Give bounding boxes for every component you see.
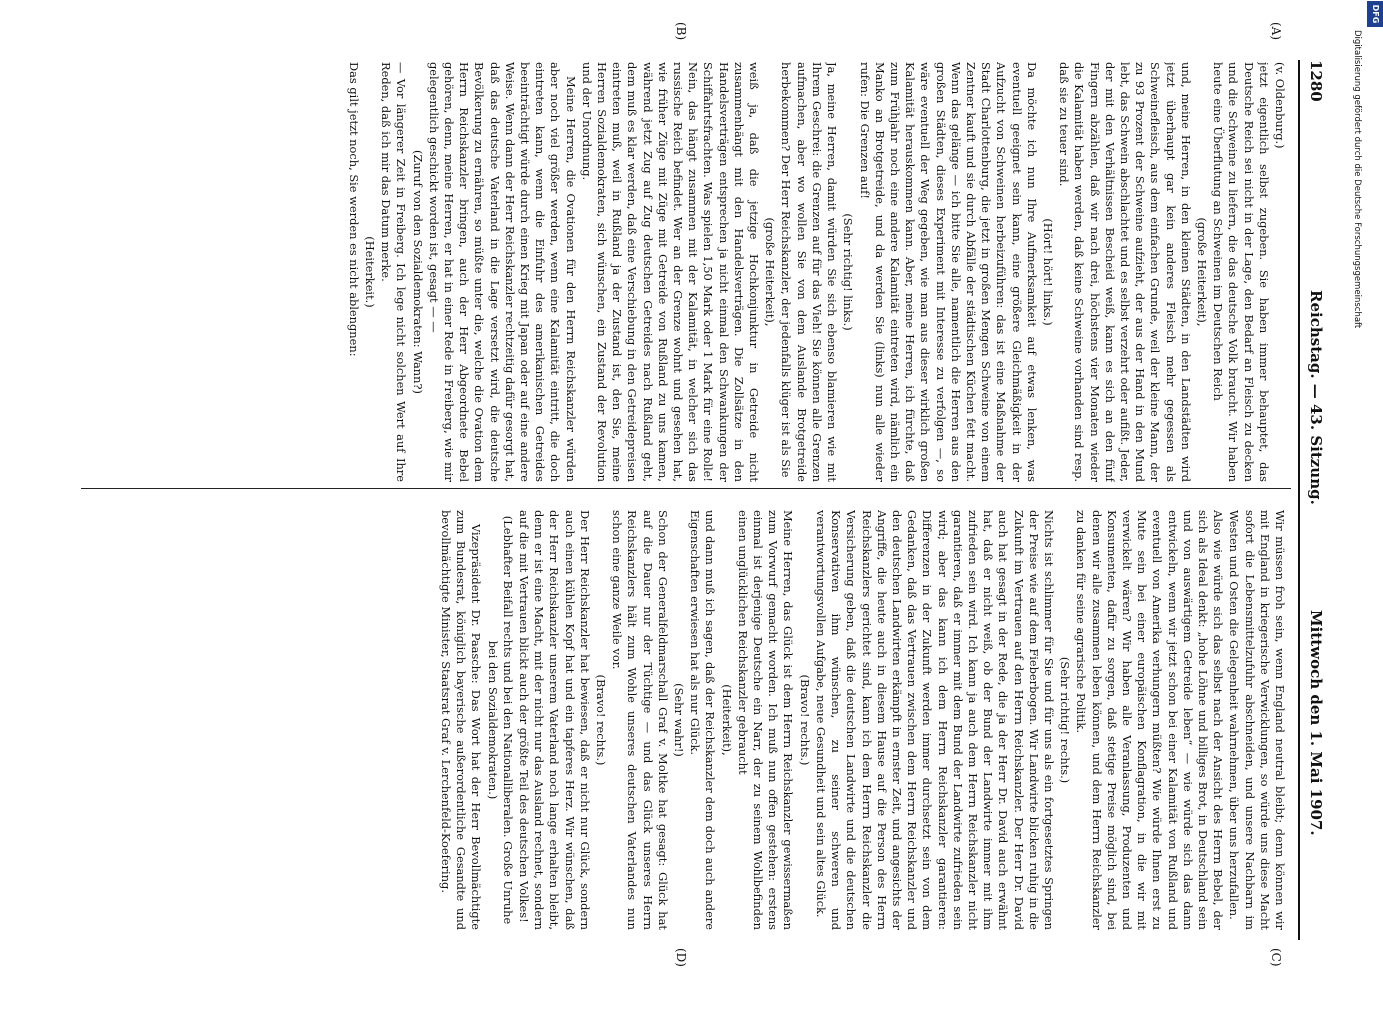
header-title-left: Reichstag. — 43. Sitzung. — [1307, 290, 1325, 505]
paragraph: Also wie würde sich das selbst nach der Ansicht des Herrn Bebel, der sich als Ideal denkt: „hohe Löhne und billiges Brot, in Deutschland sein und von auswärtigem Getreide leben“ — wie würde sich das dann entwickeln, wenn wir jetzt schon bei einer Kalamität von Rußland und eventuell von Amerika verhungern müßten? Wie würde Ihnen erst zu Mute sein bei einer europäischen Konflagration, in die wir mit verwickelt wären? Wir haben alle Veranlassung, Produzenten und Konsumenten, dafür zu sorgen, daß stetige Preise möglich sind, bei denen wir alle zusammen leben können, und dem Herrn Reichskanzler zu danken für seine agrarische Politik. — [1074, 510, 1226, 930]
margin-mark-d: (D) — [674, 948, 688, 967]
paragraph: (Sehr richtig! rechts.) — [1058, 656, 1073, 784]
paragraph: weiß ja, daß die jetzige Hochkonjunktur in Getreide nicht zusammenhängt mit den Handelsverträgen. Die Zollsätze in den Handelsverträgen entsprechen ja nicht einmal den Schwankungen der Schiffahrtsfrachten. Was spielen 1,50 Mark oder 1 Mark für eine Rolle! Nein, das hängt zusammen mit der Kalamität, in welcher sich das russische Reich befindet. Wer an der Grenze wohnt und gesehen hat, wie früher Züge mit Züge mit Getreide von Rußland zu uns kamen, während jetzt Zug auf Zug deutschen Getreides nach Rußland geht, dem muß es klar werden, daß eine Verschiebung in den Getreidepreisen eintreten muß, weil in Rußland ja der Zustand ist, den Sie, meine Herren Sozialdemokraten, sich wünschen, ein Zustand der Revolution und der Unordnung. — [579, 62, 762, 482]
paragraph: Das gilt jetzt noch, Sie werden es nicht ablengnen: — [346, 62, 361, 357]
paragraph: (Heiterkeit), — [719, 684, 734, 756]
left-text-column — [87, 62, 1287, 482]
paragraph: und dann muß ich sagen, daß der Reichskanzler dem doch auch andere Eigenschaften erwiesen hat als nur Glück. — [688, 510, 718, 930]
dfg-logo: DFG — [1367, 1, 1383, 27]
paragraph: (Bravo! rechts.) — [594, 674, 609, 766]
paragraph: (Sehr richtig! links.) — [841, 213, 856, 331]
paragraph: (große Heiterkeit), — [1194, 217, 1209, 327]
margin-mark-c: (C) — [1269, 948, 1283, 967]
paragraph: Da möchte ich nun Ihre Aufmerksamkeit auf etwas lenken, was eventuell geeignet sein kann, eine größere Gleichmäßigkeit in der Aufzucht von Schweinen herbeizuführen: das ist eine Maßnahme der Stadt Charlottenburg, die jetzt in großen Mengen Schweine von einem Zentner kauft und sie durch Abfälle der städtischen Küchen fett macht. Wenn das gelänge — ich bitte Sie alle, namentlich die Herren aus den großen Städten, dieses Experiment mit Interesse zu verfolgen —, so wäre eventuell der Weg gegeben, wie man aus dieser wirklich großen Kalamität herauskommen kann. Aber, meine Herren, ich fürchte, daß zum Frühjahr noch eine andere Kalamität eintreten wird, nämlich ein Manko an Brotgetreide, und da werden Sie (links) nun alle wieder rufen: Die Grenzen auf! — [857, 62, 1039, 482]
paragraph: (Hört! hört! links.) — [1040, 218, 1055, 326]
paragraph: und, meine Herren, in den kleinen Städten, in den Landstädten wird jetzt überhaupt gar kein anderes Fleisch mehr gegessen als Schweinefleisch, aus dem einfachen Grunde, weil der kleine Mann, der zu 93 Prozent der Schweine aufzieht, der aus der Hand in den Mund lebt, das Schwein abschlachtet und es selbst verzehrt oder aufißt. Jeder, der mit den Verhältnissen Bescheid weiß, kann es sich an den fünf Fingern abzählen, daß wir nach drei, höchstens vier Monaten wieder die Kalamität haben werden, daß keine Schweine vorhanden sind resp. daß sie zu teuer sind. — [1057, 62, 1193, 482]
margin-mark-b: (B) — [674, 22, 688, 41]
paragraph: jetzt eigentlich selbst zugeben. Sie haben immer behauptet, das Deutsche Reich sei nicht in der Lage, den Bedarf an Fleisch zu decken und die Schweine zu liefern, die das deutsche Volk braucht. Wir haben heute eine Überflutung an Schweinen im Deutschen Reich — [1211, 62, 1271, 482]
paragraph: (Bravo! rechts.) — [797, 674, 812, 766]
paragraph: Vizepräsident Dr. Paasche: Das Wort hat der Herr Bevollmächtigte zum Bundesrat, königlich bayerische außerordentliche Gesandte und bevollmächtigte Minister, Staatsrat Graf v. Lerchenfeld-Koefering. — [439, 510, 484, 930]
margin-mark-a: (A) — [1269, 22, 1283, 41]
paragraph: (Zuruf von den Sozialdemokraten: Wann?) — [410, 150, 425, 394]
header-title-right: Mittwoch den 1. Mai 1907. — [1307, 610, 1325, 836]
paragraph: Schon der Generalfeldmarschall Graf v. Moltke hat gesagt: Glück hat auf die Dauer nur der Tüchtige — und das Glück unseres Herrn Reichskanzlers hält zum Wohle unseres deutschen Vaterlandes nun schon eine ganze Weile vor. — [610, 510, 670, 930]
paragraph: Der Herr Reichskanzler hat bewiesen, daß er nicht nur Glück, sondern auch einen kühlen Kopf hat und ein tapferes Herz. Wir wünschen, daß der Herr Reichskanzler unserem Vaterland noch lange erhalten bleibt, denn er ist eine Macht, mit der nicht nur das Ausland rechnet, sondern auf die mit Vertrauen blickt auch der größte Teil des deutschen Volkes! — [517, 510, 592, 930]
paragraph: Nichts ist schlimmer für Sie und für uns als ein fortgesetztes Springen der Preise wie auf dem Fieberbogen. Wir Landwirte blicken ruhig in die Zukunft im Vertrauen auf den Herrn Reichskanzler. Der Herr Dr. David auch hat gesagt in der Rede, die ja der Herr Dr. David auch erwähnt hat, daß er nicht weiß, ob der Bund der Landwirte immer mit ihm zufrieden sein wird. Ich kann ja auch dem Herrn Reichskanzler nicht garantieren, daß er immer mit dem Bund der Landwirte zufrieden sein wird; aber das kann ich dem Herrn Reichskanzler garantieren: Differenzen in der Zukunft werden immer durchsetzt sein von dem Gedanken, daß das Vertrauen zwischen dem Herrn Reichskanzler und den deutschen Landwirten erkämpft in ernster Zeit, und angesichts der Angriffe, die heute auch in diesem Hause auf die Person des Herrn Reichskanzlers gerichtet sind, kann ich dem Herrn Reichskanzler die Versicherung geben, daß die deutschen Landwirte und die deutschen Konservativen ihm wünschen, zu seiner schweren und verantwortungsvollen Aufgabe, neue Gesundheit und sein altes Glück. — [813, 510, 1056, 930]
paragraph: — Vor längerer Zeit in Freiberg. Ich lege nicht solchen Wert auf Ihre Reden, daß ich mir das Datum merke. — [379, 62, 409, 482]
column-divider — [81, 488, 1291, 489]
paragraph: (Sehr wahr!) — [672, 683, 687, 757]
digitization-note: Digitalisierung gefördert durch die Deutsche Forschungsgemeinschaft — [1352, 30, 1362, 329]
paragraph: Ja, meine Herren, damit würden Sie sich ebenso blamieren wie mit Ihrem Geschrei: die Grenzen auf für das Vieh! Sie können alle Grenzen aufmachen, aber wo wollen Sie von dem Auslande Brotgetreide herbekommen? Der Herr Reichskanzler, der jedenfalls klüger ist als Sie — [779, 62, 840, 482]
paragraph: Meine Herren, das Glück ist dem Herrn Reichskanzler gewissermaßen zum Vorwurf gemacht worden. Ich muß nun offen gestehen: erstens einmal ist derjenige Deutsche ein Narr, der zu seinem Wohlbefinden einen unglücklichen Reichskanzler gebraucht — [735, 510, 796, 930]
paragraph: Meine Herren, die Ovationen für den Herrn Reichskanzler würden aber noch viel größer werden, wenn eine Kalamität eintritt, die doch eintreten kann, wenn die Einfuhr des amerikanischen Getreides beeinträchtigt würde durch einen Krieg mit Japan oder auf eine andere Weise. Wenn dann der Herr Reichskanzler rechtzeitig dafür gesorgt hat, daß das deutsche Vaterland in die Lage versetzt wird, die deutsche Bevölkerung zu ernähren, so müßte unter die, welche die Ovation dem Herrn Reichskanzler bringen, auch der Herr Abgeordnete Bebel gehören, denn, meine Herren, er hat in einer Rede in Freiberg, wie mir gelegentlich geschickt worden ist, gesagt — — — [426, 62, 578, 482]
right-text-column — [87, 510, 1287, 930]
page-number: 1280 — [1307, 60, 1325, 102]
paragraph: (große Heiterkeit), — [763, 217, 778, 327]
paragraph: (Lebhafter Beifall rechts und bei den Nationalliberalen. Große Unruhe bei den Sozialdemokraten.) — [485, 515, 515, 925]
paragraph: (v. Oldenburg.) — [1273, 62, 1287, 149]
paragraph: Wir müssen froh sein, wenn England neutral bleibt; denn können wir mit England in kriegerische Verwicklungen, so würde uns diese Macht sofort die Lebensmittelzufuhr abschneiden, und unsere Nachbarn im Westen und Osten die Gelegenheit wahrnehmen, über uns herzufallen. — [1227, 510, 1287, 930]
header-rule — [1298, 60, 1300, 940]
paragraph: (Heiterkeit.) — [363, 236, 378, 308]
